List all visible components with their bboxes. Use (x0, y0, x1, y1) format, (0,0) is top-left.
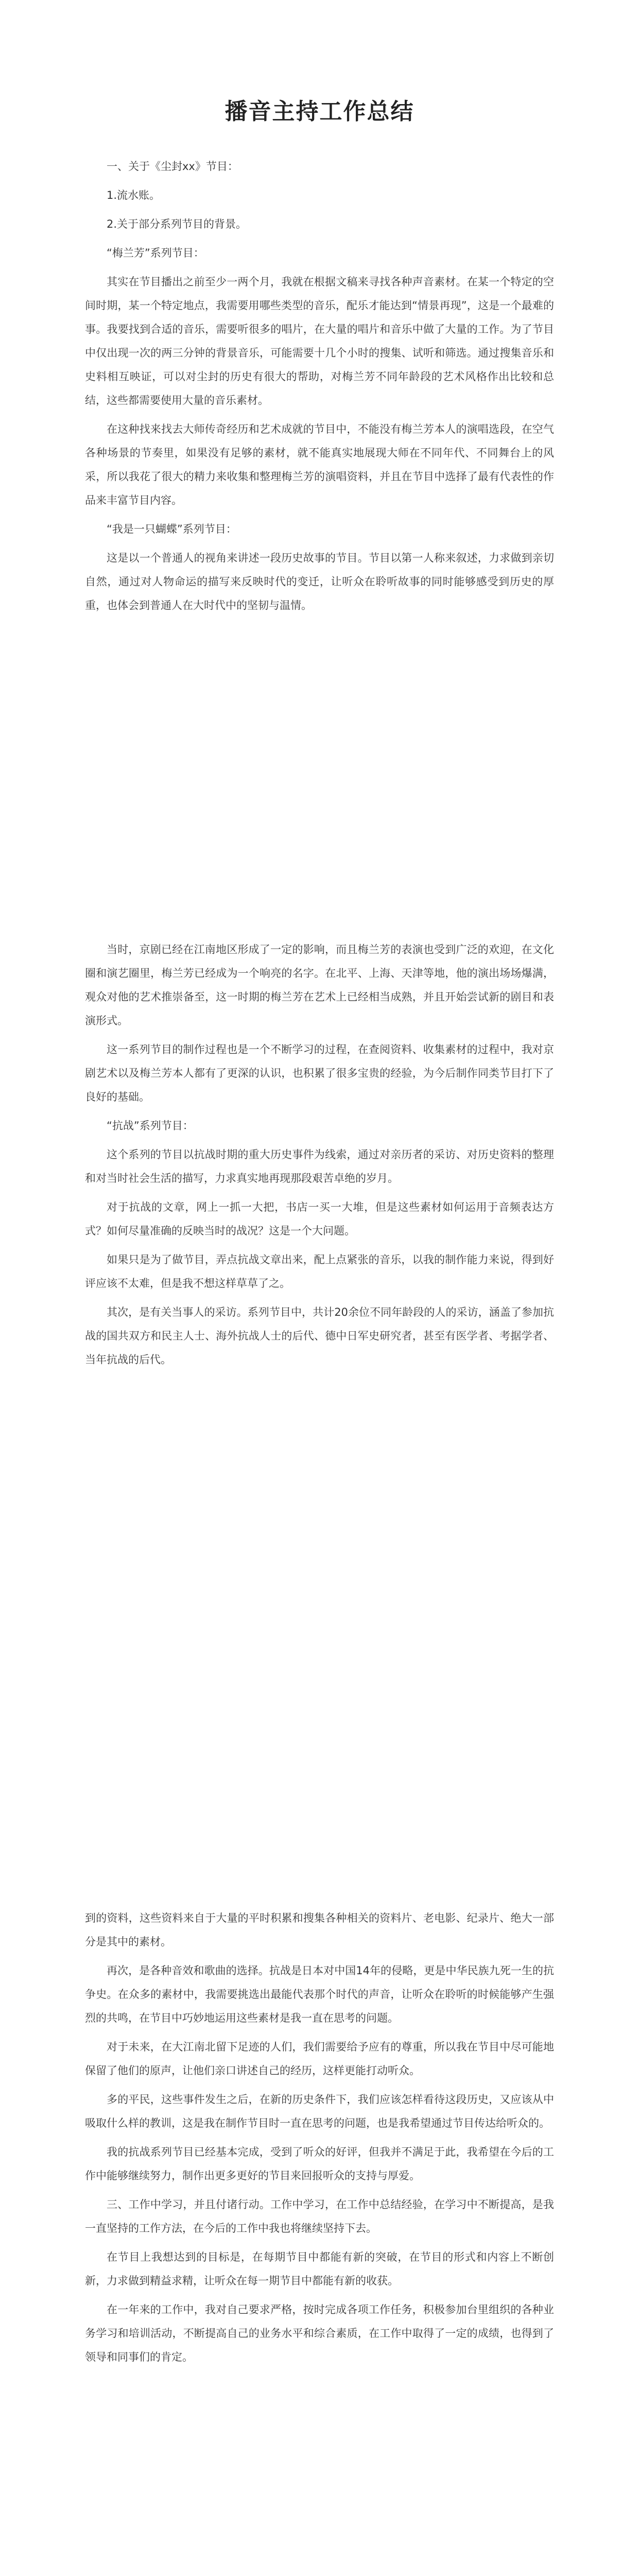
paragraph: 在一年来的工作中，我对自己要求严格，按时完成各项工作任务，积极参加台里组织的各种业务学习和培训活动，不断提高自己的业务水平和综合素质，在工作中取得了一定的成绩，也得到了领导和同事们的肯定。 (85, 2303, 554, 2363)
paragraph: 再次，是各种音效和歌曲的选择。抗战是日本对中国14年的侵略，更是中华民族九死一生的抗争史。在众多的素材中，我需要挑选出最能代表那个时代的声音，让听众在聆听的时候能够产生强烈的共鸣，在节目中巧妙地运用这些素材是我一直在思考的问题。 (85, 1964, 554, 2024)
paragraph: 在节目上我想达到的目标是，在每期节目中都能有新的突破，在节目的形式和内容上不断创新，力求做到精益求精，让听众在每一期节目中都能有新的收获。 (85, 2251, 554, 2287)
section-block-1 (85, 155, 554, 622)
paragraph: 到的资料，这些资料来自于大量的平时积累和搜集各种相关的资料片、老电影、纪录片、绝大一部分是其中的素材。 (85, 1912, 554, 1948)
paragraph: 2.关于部分系列节目的背景。 (107, 218, 247, 230)
paragraph: 对于抗战的文章，网上一抓一大把，书店一买一大堆，但是这些素材如何运用于音频表达方式？如何尽量准确的反映当时的战况？这是一个大问题。 (85, 1201, 554, 1237)
paragraph: 如果只是为了做节目，弄点抗战文章出来，配上点紧张的音乐，以我的制作能力来说，得到好评应该不太难，但是我不想这样草草了之。 (85, 1253, 554, 1290)
paragraph: “抗战”系列节目： (107, 1120, 194, 1132)
paragraph: 这个系列的节目以抗战时期的重大历史事件为线索，通过对亲历者的采访、对历史资料的整理和对当时社会生活的描写，力求真实地再现那段艰苦卓绝的岁月。 (85, 1148, 554, 1184)
paragraph: 对于未来，在大江南北留下足迹的人们，我们需要给予应有的尊重，所以我在节目中尽可能地保留了他们的原声，让他们亲口讲述自己的经历，这样更能打动听众。 (85, 2041, 554, 2077)
paragraph: 其次，是有关当事人的采访。系列节目中，共计20余位不同年龄段的人的采访，涵盖了参加抗战的国共双方和民主人士、海外抗战人士的后代、德中日军史研究者，甚至有医学者、考据学者、当年抗战的后代。 (85, 1306, 554, 1366)
paragraph: 这一系列节目的制作过程也是一个不断学习的过程，在查阅资料、收集素材的过程中，我对京剧艺术以及梅兰芳本人都有了更深的认识，也积累了很多宝贵的经验，为今后制作同类节目打下了良好的基础。 (85, 1043, 554, 1103)
paragraph: 三、工作中学习，并且付诸行动。工作中学习，在工作中总结经验，在学习中不断提高，是我一直坚持的工作方法，在今后的工作中我也将继续坚持下去。 (85, 2198, 554, 2234)
paragraph: 多的平民，这些事件发生之后，在新的历史条件下，我们应该怎样看待这段历史，又应该从中吸取什么样的教训，这是我在制作节目时一直在思考的问题，也是我希望通过节目传达给听众的。 (85, 2093, 554, 2129)
paragraph: 这是以一个普通人的视角来讲述一段历史故事的节目。节目以第一人称来叙述，力求做到亲切自然，通过对人物命运的描写来反映时代的变迁，让听众在聆听故事的同时能够感受到历史的厚重，也体会到普通人在大时代中的坚韧与温情。 (85, 552, 554, 612)
paragraph: 在这种找来找去大师传奇经历和艺术成就的节目中，不能没有梅兰芳本人的演唱选段，在空气各种场景的节奏里，如果没有足够的素材，就不能真实地展现大师在不同年代、不同舞台上的风采，所以我花了很大的精力来收集和整理梅兰芳的演唱资料，并且在节目中选择了最有代表性的作品来丰富节目内容。 (85, 423, 554, 506)
document-title: 播音主持工作总结 (224, 98, 415, 125)
paragraph: 其实在节目播出之前至少一两个月，我就在根据文稿来寻找各种声音素材。在某一个特定的空间时期，某一个特定地点，我需要用哪些类型的音乐，配乐才能达到“情景再现”，这是一个最难的事。我要找到合适的音乐，需要听很多的唱片，在大量的唱片和音乐中做了大量的工作。为了节目中仅出现一次的两三分钟的背景音乐，可能需要十几个小时的搜集、试听和筛选。通过搜集音乐和史料相互映证，可以对尘封的历史有很大的帮助，对梅兰芳不同年龄段的艺术风格作出比较和总结，这些都需要使用大量的音乐素材。 (85, 276, 554, 406)
paragraph: 当时，京剧已经在江南地区形成了一定的影响，而且梅兰芳的表演也受到广泛的欢迎，在文化圈和演艺圈里，梅兰芳已经成为一个响亮的名字。在北平、上海、天津等地，他的演出场场爆满，观众对他的艺术推崇备至，这一时期的梅兰芳在艺术上已经相当成熟，并且开始尝试新的剧目和表演形式。 (85, 943, 554, 1027)
section-block-2 (85, 938, 554, 1377)
paragraph: “我是一只蝴蝶”系列节目： (107, 523, 237, 535)
paragraph: 一、关于《尘封xx》节目： (107, 160, 238, 173)
paragraph: “梅兰芳”系列节目： (107, 247, 204, 259)
paragraph: 1.流水账。 (107, 189, 161, 201)
section-block-3 (85, 1906, 554, 2374)
paragraph: 我的抗战系列节目已经基本完成，受到了听众的好评，但我并不满足于此，我希望在今后的工作中能够继续努力，制作出更多更好的节目来回报听众的支持与厚爱。 (85, 2146, 554, 2182)
